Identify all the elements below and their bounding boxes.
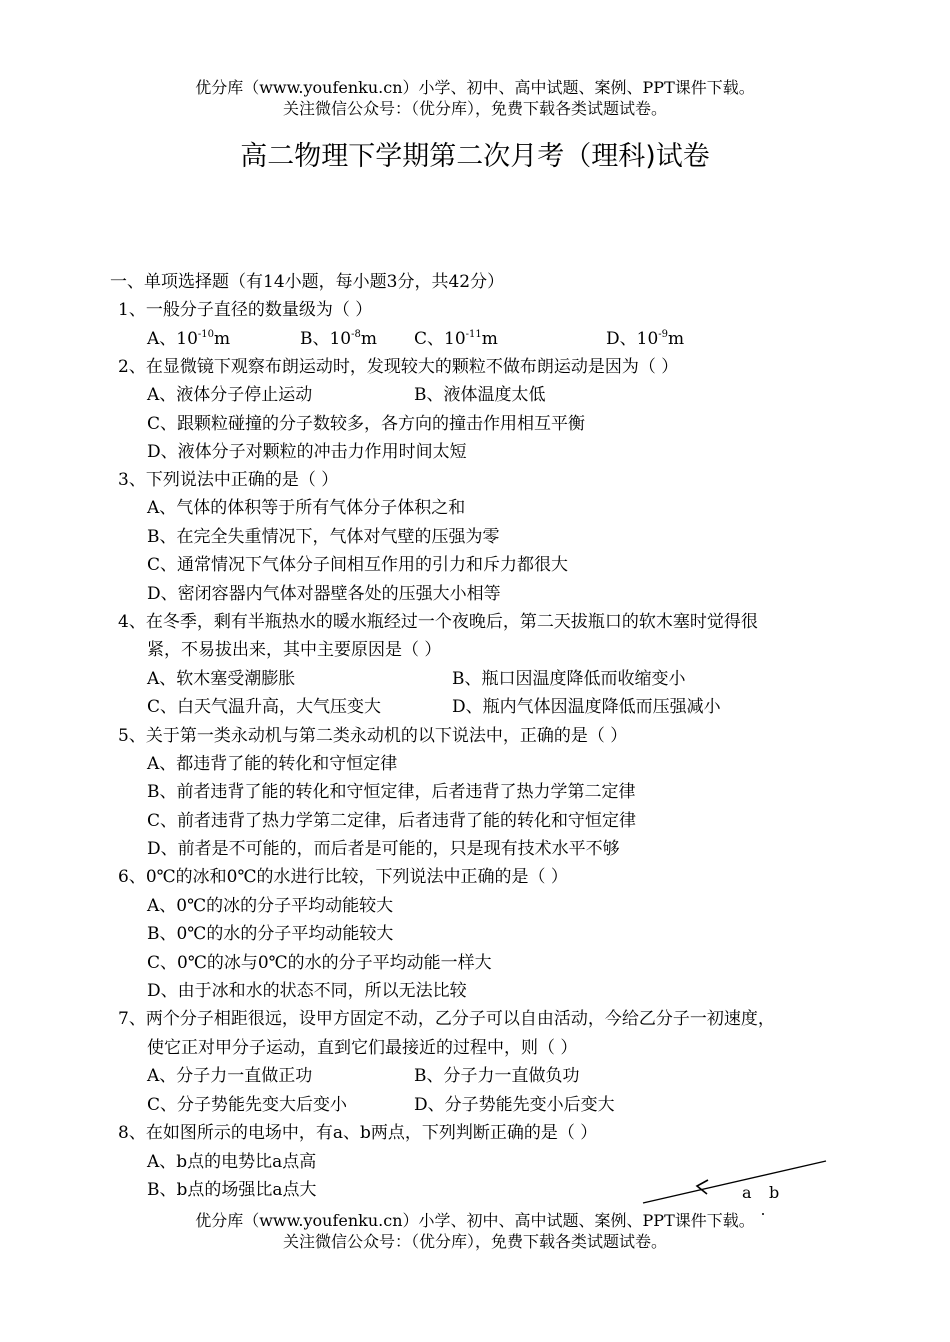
q5-option-c: C、前者违背了热力学第二定律，后者违背了能的转化和守恒定律 — [147, 811, 637, 831]
q6-stem: 6、0℃的冰和0℃的水进行比较，下列说法中正确的是（ ） — [118, 867, 568, 887]
page-title: 高二物理下学期第二次月考（理科)试卷 — [240, 141, 710, 172]
q4-option-d: D、瓶内气体因温度降低而压强减小 — [452, 697, 721, 717]
q4-stem-line1: 4、在冬季，剩有半瓶热水的暖水瓶经过一个夜晚后，第二天拔瓶口的软木塞时觉得很 — [118, 612, 758, 632]
q5-option-a: A、都违背了能的转化和守恒定律 — [147, 754, 398, 774]
q1-b-exponent: -8 — [351, 329, 361, 340]
q3-option-b: B、在完全失重情况下，气体对气壁的压强为零 — [147, 527, 500, 547]
q2-option-d: D、液体分子对颗粒的冲击力作用时间太短 — [147, 442, 467, 462]
q4-stem-line2: 紧，不易拔出来，其中主要原因是（ ） — [147, 640, 442, 660]
figure-label-b: b — [769, 1183, 780, 1202]
q5-option-b: B、前者违背了能的转化和守恒定律，后者违背了热力学第二定律 — [147, 782, 636, 802]
q6-option-d: D、由于冰和水的状态不同，所以无法比较 — [147, 981, 467, 1001]
q5-stem: 5、关于第一类永动机与第二类永动机的以下说法中，正确的是（ ） — [118, 726, 628, 746]
q7-option-c: C、分子势能先变大后变小 — [147, 1095, 348, 1115]
figure-label-a: a — [742, 1183, 752, 1202]
q1-d-unit: m — [668, 329, 685, 349]
q3-option-d: D、密闭容器内气体对器壁各处的压强大小相等 — [147, 584, 501, 604]
section-heading: 一、单项选择题（有14小题，每小题3分，共42分） — [110, 272, 505, 292]
q8-stem: 8、在如图所示的电场中，有a、b两点，下列判断正确的是（ ） — [118, 1123, 598, 1143]
q6-option-b: B、0℃的水的分子平均动能较大 — [147, 924, 394, 944]
field-arrowhead — [697, 1180, 708, 1194]
q1-c-unit: m — [481, 329, 498, 349]
q1-c-exponent: -11 — [465, 329, 482, 340]
field-line — [643, 1161, 826, 1203]
q8-option-a: A、b点的电势比a点高 — [147, 1152, 317, 1172]
q1-d-text: D、10 — [606, 329, 659, 349]
q7-stem-line2: 使它正对甲分子运动，直到它们最接近的过程中，则（ ） — [147, 1038, 578, 1058]
q1-b-text: B、10 — [300, 329, 352, 349]
header-line-1: 优分库（www.youfenku.cn）小学、初中、高中试题、案例、PPT课件下载。 — [195, 78, 755, 97]
q7-option-d: D、分子势能先变小后变大 — [414, 1095, 615, 1115]
footer-line-2: 关注微信公众号：（优分库），免费下载各类试题试卷。 — [282, 1232, 667, 1251]
q6-option-c: C、0℃的冰与0℃的水的分子平均动能一样大 — [147, 953, 492, 973]
q1-a-exponent: -10 — [197, 329, 215, 340]
q1-c-text: C、10 — [414, 329, 466, 349]
q2-option-a: A、液体分子停止运动 — [147, 385, 313, 405]
q1-d-exponent: -9 — [658, 329, 669, 340]
q1-a-text: A、10 — [147, 329, 198, 349]
q1-a-unit: m — [214, 329, 231, 349]
q2-stem: 2、在显微镜下观察布朗运动时，发现较大的颗粒不做布朗运动是因为（ ） — [118, 357, 679, 377]
q7-option-a: A、分子力一直做正功 — [147, 1066, 313, 1086]
q5-option-d: D、前者是不可能的，而后者是可能的，只是现有技术水平不够 — [147, 839, 620, 859]
q2-option-b: B、液体温度太低 — [414, 385, 546, 405]
q8-option-b: B、b点的场强比a点大 — [147, 1180, 317, 1200]
q4-option-b: B、瓶口因温度降低而收缩变小 — [452, 669, 686, 689]
q4-option-a: A、软木塞受潮膨胀 — [147, 669, 296, 689]
q3-stem: 3、下列说法中正确的是（ ） — [118, 470, 339, 490]
q7-stem-line1: 7、两个分子相距很远，设甲方固定不动，乙分子可以自由活动，今给乙分子一初速度， — [118, 1009, 775, 1029]
q1-b-unit: m — [360, 329, 377, 349]
q7-option-b: B、分子力一直做负功 — [414, 1066, 580, 1086]
q6-option-a: A、0℃的冰的分子平均动能较大 — [147, 896, 394, 916]
footer-line-1: 优分库（www.youfenku.cn）小学、初中、高中试题、案例、PPT课件下载。 — [195, 1211, 755, 1230]
q1-stem: 1、一般分子直径的数量级为（ ） — [118, 300, 373, 320]
q3-option-c: C、通常情况下气体分子间相互作用的引力和斥力都很大 — [147, 555, 569, 575]
header-line-2: 关注微信公众号：（优分库），免费下载各类试题试卷。 — [282, 99, 667, 118]
q3-option-a: A、气体的体积等于所有气体分子体积之和 — [147, 498, 466, 518]
q4-option-c: C、白天气温升高，大气压变大 — [147, 697, 382, 717]
q2-option-c: C、跟颗粒碰撞的分子数较多，各方向的撞击作用相互平衡 — [147, 414, 586, 434]
